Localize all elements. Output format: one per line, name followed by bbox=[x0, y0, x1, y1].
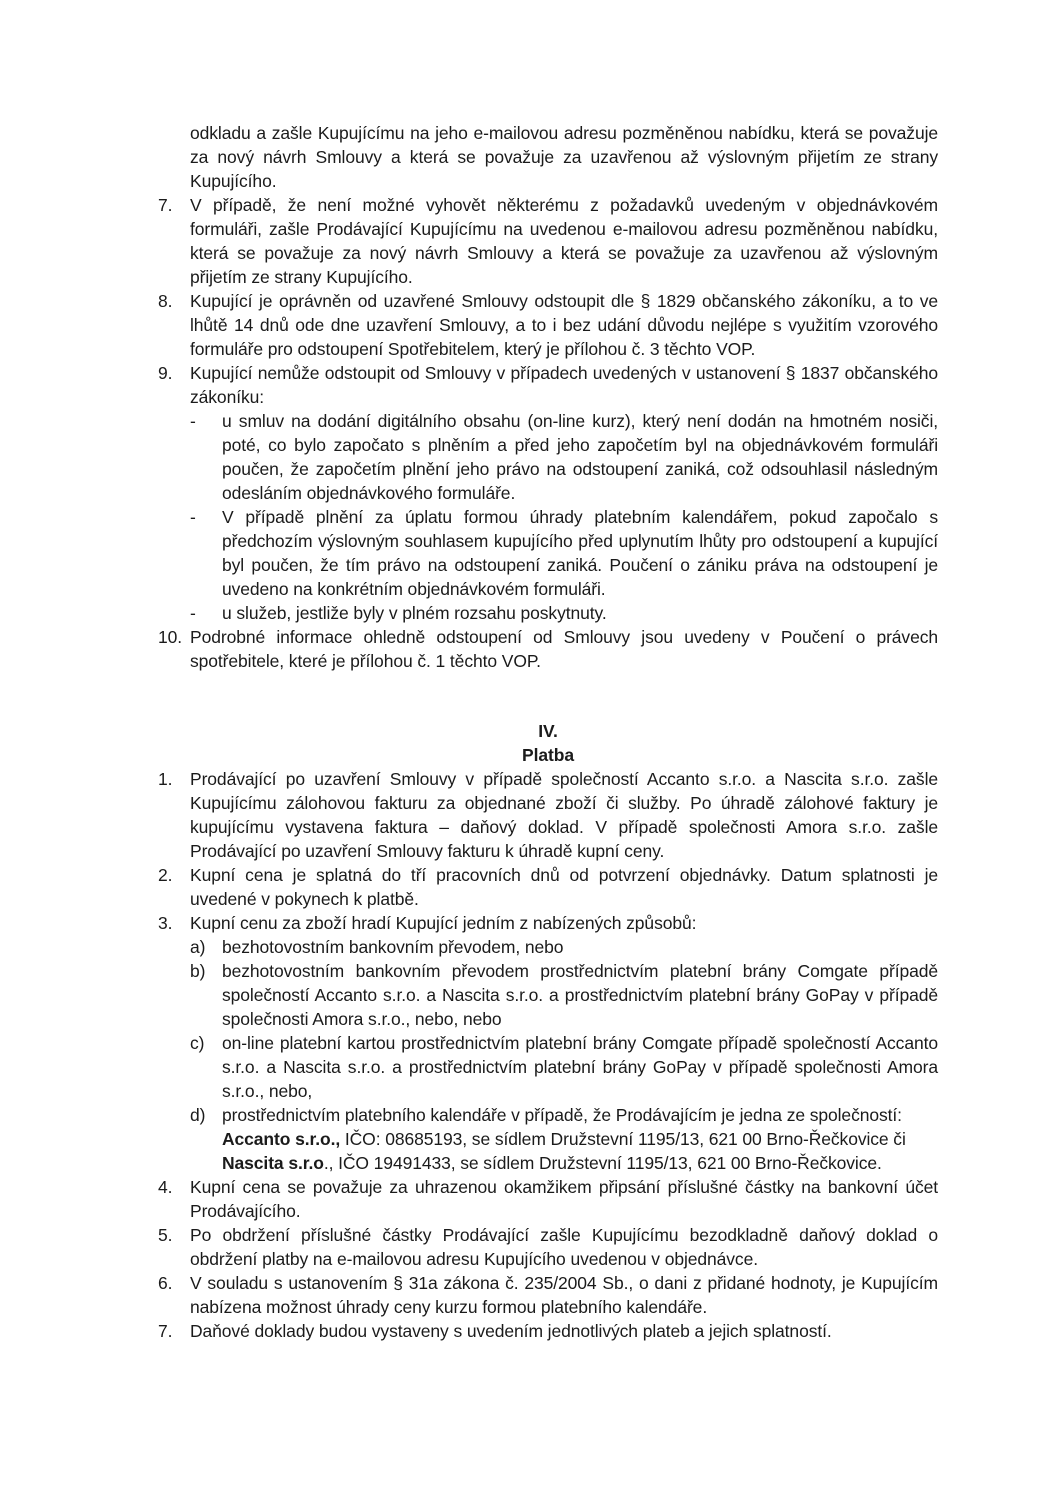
list-marker: 7. bbox=[158, 1321, 173, 1341]
list-marker: 2. bbox=[158, 865, 173, 885]
list-item-text: Prodávající po uzavření Smlouvy v případě společností Accanto s.r.o. a Nascita s.r.o. zašle Kupujícímu zálohovou fakturu za objednané zboží či služby. Po úhradě zálohové faktury je kupujícímu vystavena faktura – daňový doklad. V případě společnosti Amora s.r.o. zašle Prodávající po uzavření Smlouvy fakturu k úhradě kupní ceny. bbox=[190, 769, 938, 861]
list-item-text: Kupující nemůže odstoupit od Smlouvy v případech uvedených v ustanovení § 1837 občanského zákoníku: bbox=[190, 363, 938, 407]
list-item bbox=[158, 767, 938, 863]
list-marker: 8. bbox=[158, 291, 173, 311]
sub-list-item bbox=[158, 1031, 938, 1103]
list-item bbox=[158, 361, 938, 409]
list-item bbox=[158, 1223, 938, 1271]
list-item-text: Podrobné informace ohledně odstoupení od Smlouvy jsou uvedeny v Poučení o právech spotřebitele, které je přílohou č. 1 těchto VOP. bbox=[190, 627, 938, 671]
company-info: IČO: 08685193, se sídlem Družstevní 1195/13, 621 00 Brno-Řečkovice či bbox=[340, 1129, 906, 1149]
list-marker: - bbox=[190, 411, 196, 431]
list-marker: c) bbox=[190, 1033, 205, 1053]
continuation-paragraph: odkladu a zašle Kupujícímu na jeho e-mailovou adresu pozměněnou nabídku, která se považuje za nový návrh Smlouvy a která se považuje za uzavřenou až výslovným přijetím ze strany Kupujícího. bbox=[190, 123, 938, 191]
company-detail-line bbox=[222, 1127, 938, 1151]
list-marker: d) bbox=[190, 1105, 206, 1125]
list-marker: 9. bbox=[158, 363, 173, 383]
list-item-text: Kupní cena je splatná do tří pracovních dnů od potvrzení objednávky. Datum splatnosti je uvedené v pokynech k platbě. bbox=[190, 865, 938, 909]
list-marker: 10. bbox=[158, 627, 183, 647]
list-item-text: Kupující je oprávněn od uzavřené Smlouvy odstoupit dle § 1829 občanského zákoníku, a to ve lhůtě 14 dnů ode dne uzavření Smlouvy, a to i bez udání důvodu nejlépe s využitím vzorového formuláře pro odstoupení Spotřebitelem, který je přílohou č. 3 těchto VOP. bbox=[190, 291, 938, 359]
section-spacer bbox=[158, 673, 938, 719]
list-item-text: on-line platební kartou prostřednictvím platební brány Comgate případě společností Accanto s.r.o. a Nascita s.r.o. a prostřednictvím platební brány GoPay v případě společnosti Amora s.r.o., nebo, bbox=[222, 1033, 938, 1101]
document-content bbox=[158, 121, 938, 1343]
section-heading: Platba bbox=[522, 745, 574, 765]
company-info: ., IČO 19491433, se sídlem Družstevní 1195/13, 621 00 Brno-Řečkovice. bbox=[323, 1153, 882, 1173]
list-item-text: u smluv na dodání digitálního obsahu (on-line kurz), který není dodán na hmotném nosiči, poté, co bylo započato s plněním a před jeho započetím byl na objednávkovém formuláři poučen, že započetím plnění jeho právo na odstoupení zaniká, což odsouhlasil následným odesláním objednávkového formuláře. bbox=[222, 411, 938, 503]
list-marker: 1. bbox=[158, 769, 173, 789]
list-item-text: u služeb, jestliže byly v plném rozsahu poskytnuty. bbox=[222, 603, 607, 623]
list-item bbox=[158, 863, 938, 911]
list-item-text: V případě plnění za úplatu formou úhrady platebním kalendářem, pokud započalo s předchozím výslovným souhlasem kupujícího před uplynutím lhůty pro odstoupení a kupující byl poučen, že tím právo na odstoupení zaniká. Poučení o zániku práva na odstoupení je uvedeno na konkrétním objednávkovém formuláři. bbox=[222, 507, 938, 599]
company-name: Nascita s.r.o bbox=[222, 1153, 324, 1173]
list-marker: b) bbox=[190, 961, 206, 981]
list-item bbox=[158, 625, 938, 673]
list-marker: 3. bbox=[158, 913, 173, 933]
list-item bbox=[158, 1175, 938, 1223]
list-marker: - bbox=[190, 603, 196, 623]
sub-list-item bbox=[158, 935, 938, 959]
company-name: Accanto s.r.o., bbox=[222, 1129, 341, 1149]
sub-list-item bbox=[158, 959, 938, 1031]
list-item bbox=[158, 1319, 938, 1343]
sub-list-item bbox=[158, 601, 938, 625]
sub-list-item bbox=[158, 505, 938, 601]
list-item-text: V případě, že není možné vyhovět některému z požadavků uvedeným v objednávkovém formuláři, zašle Prodávající Kupujícímu na uvedenou e-mailovou adresu pozměněnou nabídku, která se považuje za nový návrh Smlouvy a která se považuje za uzavřenou až výslovným přijetím ze strany Kupujícího. bbox=[190, 195, 938, 287]
list-marker: 7. bbox=[158, 195, 173, 215]
list-item-text: Po obdržení příslušné částky Prodávající zašle Kupujícímu bezodkladně daňový doklad o obdržení platby na e-mailovou adresu Kupujícího uvedenou v objednávce. bbox=[190, 1225, 938, 1269]
list-item-text: prostřednictvím platebního kalendáře v případě, že Prodávajícím je jedna ze společností: bbox=[222, 1105, 902, 1125]
company-detail-line bbox=[222, 1151, 938, 1175]
list-marker: 4. bbox=[158, 1177, 173, 1197]
sub-list-item bbox=[158, 1103, 938, 1127]
list-item-text: V souladu s ustanovením § 31a zákona č. 235/2004 Sb., o dani z přidané hodnoty, je Kupujícím nabízena možnost úhrady ceny kurzu formou platebního kalendáře. bbox=[190, 1273, 938, 1317]
list-item-text: Daňové doklady budou vystaveny s uvedením jednotlivých plateb a jejich splatností. bbox=[190, 1321, 832, 1341]
list-item bbox=[158, 1271, 938, 1319]
list-item-text: Kupní cena se považuje za uhrazenou okamžikem připsání příslušné částky na bankovní účet Prodávajícího. bbox=[190, 1177, 938, 1221]
sub-list-item bbox=[158, 409, 938, 505]
list-item bbox=[158, 911, 938, 935]
list-item bbox=[158, 193, 938, 289]
list-marker: 6. bbox=[158, 1273, 173, 1293]
list-marker: a) bbox=[190, 937, 206, 957]
list-marker: - bbox=[190, 507, 196, 527]
list-item-text: bezhotovostním bankovním převodem, nebo bbox=[222, 937, 564, 957]
section-heading: IV. bbox=[538, 721, 558, 741]
list-item-text: bezhotovostním bankovním převodem prostřednictvím platební brány Comgate případě společností Accanto s.r.o. a Nascita s.r.o. a prostřednictvím platební brány GoPay v případě společnosti Amora s.r.o., nebo, nebo bbox=[222, 961, 938, 1029]
list-marker: 5. bbox=[158, 1225, 173, 1245]
list-item-text: Kupní cenu za zboží hradí Kupující jedním z nabízených způsobů: bbox=[190, 913, 697, 933]
list-item bbox=[158, 289, 938, 361]
